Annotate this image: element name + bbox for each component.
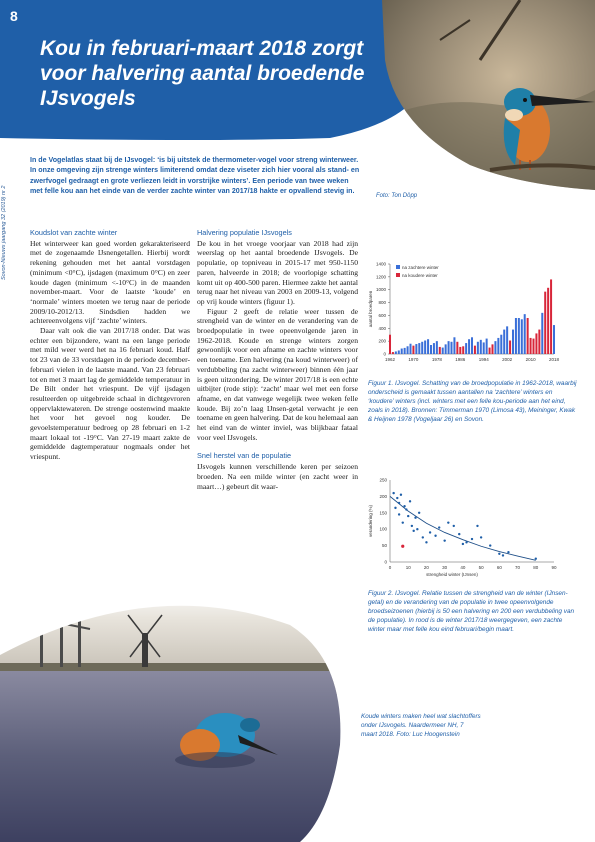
x-tick-label: 1978 xyxy=(431,357,442,362)
x-tick-label: 40 xyxy=(460,565,466,570)
figure-1-caption: Figuur 1. IJsvogel. Schatting van de broedpopulatie in 1962-2018, waarbij onderscheid is gemaakt tussen aantallen na ‘zachtere’ winters en ‘koudere’ winters (incl. winters met een felle kou-periode aan het eind, zoals in 2018). Bronnen: Timmerman 1970 (Limosa 43), Meininger, Kwak & Heijnen 1978 (Vogeljaar 26) en Sovon. xyxy=(368,380,577,424)
photo-credit-top: Foto: Ton Döpp xyxy=(376,193,418,199)
legend-swatch xyxy=(396,273,400,277)
scatter-point xyxy=(422,536,424,538)
scatter-point xyxy=(502,554,504,556)
bar xyxy=(489,348,491,354)
bar xyxy=(439,347,441,354)
bar xyxy=(409,344,411,354)
bar xyxy=(453,337,455,354)
bar xyxy=(483,342,485,354)
bar xyxy=(412,346,414,354)
scatter-point xyxy=(458,533,460,535)
bar xyxy=(550,279,552,354)
x-tick-label: 1962 xyxy=(384,357,396,362)
dead-kingfisher-photo xyxy=(0,585,360,842)
x-tick-label: 1970 xyxy=(408,357,419,362)
scatter-point xyxy=(411,525,413,527)
journal-side-label: Sovon-Nieuws jaargang 32 (2019) nr 2 xyxy=(1,185,7,280)
x-tick-label: 30 xyxy=(442,565,448,570)
scatter-point xyxy=(394,507,396,509)
paragraph: Het winterweer kan goed worden gekarakteriseerd met de zogenaamde IJsnengetallen. Hierbij wordt rekening gehouden met het aantal vorstdagen (minimum <0°C), ijsdagen (maximum 0°C) en zeer koude dagen (minimum <-10°C) in de maanden november-maart. Voor de laatste ‘koude’ en ‘normale’ winters moeten we terug naar de periode 2009/10-2012/13. Sindsdien hadden we achtereenvolgens vijf ‘zachte’ winters. xyxy=(30,238,190,326)
bar xyxy=(553,325,555,354)
trend-line xyxy=(390,496,536,560)
y-tick-label: 400 xyxy=(378,325,386,331)
bottom-photo-caption: Koude winters maken heel wat slachtoffers onder IJsvogels. Naardermeer NH, 7 maart 2018. Foto: Luc Hoogenstein xyxy=(361,713,481,738)
bar xyxy=(486,339,488,354)
bar xyxy=(497,338,499,354)
x-tick-label: 10 xyxy=(405,565,411,570)
page-number: 8 xyxy=(10,8,18,24)
scatter-point xyxy=(465,541,467,543)
scatter-point xyxy=(438,526,440,528)
scatter-point xyxy=(489,544,491,546)
y-axis-label: verandering (%) xyxy=(368,504,373,538)
section-heading: Halvering populatie IJsvogels xyxy=(197,228,292,237)
scatter-point xyxy=(403,505,405,507)
x-tick-label: 2010 xyxy=(525,357,536,362)
scatter-point xyxy=(462,543,464,545)
scatter-point xyxy=(418,512,420,514)
bar xyxy=(430,345,432,354)
scatter-point xyxy=(498,553,500,555)
x-tick-label: 1994 xyxy=(478,357,489,362)
y-tick-label: 0 xyxy=(383,351,386,357)
bar xyxy=(421,342,423,354)
paragraph: IJsvogels kunnen verschillende keren per seizoen broeden. Na een milde winter (en zacht weer in maart…) gebeurt dit waar- xyxy=(197,462,358,491)
bar xyxy=(392,352,394,354)
y-tick-label: 150 xyxy=(379,510,387,516)
scatter-point xyxy=(412,530,414,532)
bar xyxy=(480,340,482,354)
bar xyxy=(448,341,450,354)
scatter-point xyxy=(392,492,394,494)
figure-2-scatter-chart xyxy=(364,474,564,582)
bar xyxy=(509,341,511,355)
x-tick-label: 1986 xyxy=(455,357,466,362)
bar xyxy=(494,341,496,354)
scatter-point xyxy=(398,502,400,504)
bar xyxy=(462,346,464,354)
x-tick-label: 50 xyxy=(478,565,484,570)
y-axis-label: aantal broedparen xyxy=(368,290,373,328)
paragraph: Figuur 2 geeft de relatie weer tussen de strengheid van de winter en de verandering van de broedpopulatie in twee opeenvolgende jaren in 1962-2018. Koude en strenge winters zorgen gewoonlijk voor een afname en zachte winters voor een toename. Een halvering (na koud winterweer) of verdubbeling (na zacht winterweer) binnen één jaar is geen uitzondering. De winter 2017/18 is een echte uitbijter (rode stip): ‘zacht’ maar wel met een forse afname, en dat vanwege wegelijk twee weken felle koude. Bij zo’n laag IJnsen-getal verwacht je een toename en geen halvering. Dat de kou helemaal aan het eind van de winter inviel, was blijkbaar fataal voor veel IJsvogels. xyxy=(197,306,358,442)
scatter-point xyxy=(405,508,407,510)
figure-2-caption: Figuur 2. IJsvogel. Relatie tussen de strengheid van de winter (IJnsen-getal) en de verandering van de populatie in twee opeenvolgende broedseizoenen (hierbij is 50 een halvering en 200 een verdubbeling van de populatie). In rood is de winter 2017/18 weergegeven, een zachte winter maar met felle kou eind februari/begin maart. xyxy=(368,590,575,634)
paragraph: Daar valt ook die van 2017/18 onder. Dat was echter een bijzondere, want na een lange periode met mild weer werd het na 16 februari koud. Half tot 23 van de 33 vorstdagen in de periode december-februari vielen in de laatste maand. Van 23 februari tot en met 3 maart lag de gemiddelde temperatuur in De Bilt onder het vriespunt. De vijf ijsdagen resulteerden op uitgebreide schaal in dichtgevroren oppervlaktewateren. De strenge oostenwind maakte het voor het gevoel nog kouder. De gevoelstemperatuur bedroeg op 28 februari en 1-2 maart lokaal tot -19°C. Van 27-19 maart zakte de gemiddelde dagtemperatuur nogmaals onder het vriespunt. xyxy=(30,326,190,462)
bar xyxy=(538,330,540,354)
bar xyxy=(456,342,458,354)
bar xyxy=(506,326,508,354)
x-tick-label: 70 xyxy=(515,565,521,570)
y-tick-label: 1000 xyxy=(375,287,386,293)
scatter-point xyxy=(434,535,436,537)
x-tick-label: 2002 xyxy=(502,357,513,362)
paragraph: De kou in het vroege voorjaar van 2018 had zijn weerslag op het aantal broedende IJsvogels. De populatie, op topniveau in 2015-17 met 950-1150 paren, halveerde in 2018; de voorlopige schatting komt uit op 400-500 paren. Hiermee zakte het aantal terug naar het niveau van 2003 en 2009-13, volgend op vrij koude winters (figuur 1). xyxy=(197,238,358,306)
bar xyxy=(433,343,435,354)
x-tick-label: 20 xyxy=(423,565,429,570)
y-tick-label: 1200 xyxy=(375,274,386,280)
x-tick-label: 0 xyxy=(388,565,392,570)
bar xyxy=(477,342,479,354)
bar xyxy=(535,333,537,354)
scatter-point xyxy=(507,551,509,553)
scatter-point xyxy=(453,525,455,527)
bar xyxy=(389,335,391,354)
bar xyxy=(442,348,444,354)
y-tick-label: 1400 xyxy=(375,261,386,267)
scatter-point xyxy=(476,525,478,527)
scatter-point xyxy=(535,558,537,560)
text-column-1 xyxy=(30,228,190,462)
y-tick-label: 100 xyxy=(379,526,387,532)
x-tick-label: 80 xyxy=(533,565,539,570)
bar xyxy=(544,292,546,354)
legend-swatch xyxy=(396,265,400,269)
bar xyxy=(459,347,461,354)
bar xyxy=(407,346,409,354)
text-column-2 xyxy=(197,228,358,491)
bar xyxy=(471,337,473,354)
bar xyxy=(491,344,493,354)
x-tick-label: 2018 xyxy=(548,357,560,362)
y-tick-label: 250 xyxy=(379,477,387,483)
article-title: Kou in februari-maart 2018 zorgt voor halvering aantal broedende IJsvogels xyxy=(40,37,365,110)
bar xyxy=(427,339,429,354)
scatter-point xyxy=(429,531,431,533)
bar xyxy=(450,342,452,354)
bar xyxy=(521,319,523,354)
figure-1-bar-chart xyxy=(364,258,564,370)
y-tick-label: 200 xyxy=(378,338,386,344)
scatter-point xyxy=(480,536,482,538)
bar xyxy=(474,346,476,354)
scatter-point xyxy=(425,541,427,543)
bar xyxy=(515,318,517,354)
scatter-point xyxy=(471,538,473,540)
bar xyxy=(547,288,549,354)
section-heading: Snel herstel van de populatie xyxy=(197,451,292,461)
bar xyxy=(401,349,403,354)
bar xyxy=(468,339,470,354)
scatter-point xyxy=(398,513,400,515)
bar xyxy=(445,344,447,354)
scatter-point xyxy=(402,521,404,523)
y-tick-label: 50 xyxy=(381,543,387,549)
scatter-point xyxy=(416,528,418,530)
bar xyxy=(436,341,438,354)
scatter-point xyxy=(400,494,402,496)
bar xyxy=(518,318,520,354)
x-tick-label: 90 xyxy=(551,565,557,570)
legend-label: na zachtere winter xyxy=(402,265,439,270)
legend-label: na koudere winter xyxy=(402,273,438,278)
bar xyxy=(500,335,502,354)
bar xyxy=(465,343,467,354)
article-intro: In de Vogelatlas staat bij de IJsvogel: ‘is bij uitstek de thermometer-vogel voor streng winterweer. In onze omgeving zijn strenge winters limiterend omdat deze viseter zich hier vooral als stand- en zwerfvogel gedraagt en grote verliezen leidt in vorstrijke winters’. Een periode van twee weken met felle kou aan het einde van de verder zachte winter van 2017/18 hakte er opvallend stevig in. xyxy=(30,156,360,196)
bar xyxy=(424,341,426,355)
bar xyxy=(541,313,543,354)
bar xyxy=(503,330,505,354)
bar xyxy=(524,314,526,354)
bar xyxy=(512,330,514,354)
highlight-point xyxy=(401,545,404,548)
bar xyxy=(404,348,406,354)
bar xyxy=(395,351,397,354)
section-heading: Koudslot van zachte winter xyxy=(30,228,118,237)
scatter-point xyxy=(409,500,411,502)
scatter-point xyxy=(447,521,449,523)
scatter-point xyxy=(443,539,445,541)
bar xyxy=(527,318,529,354)
y-tick-label: 200 xyxy=(379,493,387,499)
bar xyxy=(418,343,420,354)
scatter-point xyxy=(414,517,416,519)
bar xyxy=(398,350,400,354)
y-tick-label: 0 xyxy=(384,559,387,565)
x-tick-label: 60 xyxy=(496,565,502,570)
bar xyxy=(415,344,417,354)
scatter-point xyxy=(407,515,409,517)
y-tick-label: 600 xyxy=(378,312,386,318)
y-tick-label: 800 xyxy=(378,300,386,306)
bar xyxy=(530,338,532,354)
x-axis-label: strengheid winter (IJnsen) xyxy=(426,572,478,577)
scatter-point xyxy=(396,497,398,499)
bar xyxy=(532,339,534,354)
